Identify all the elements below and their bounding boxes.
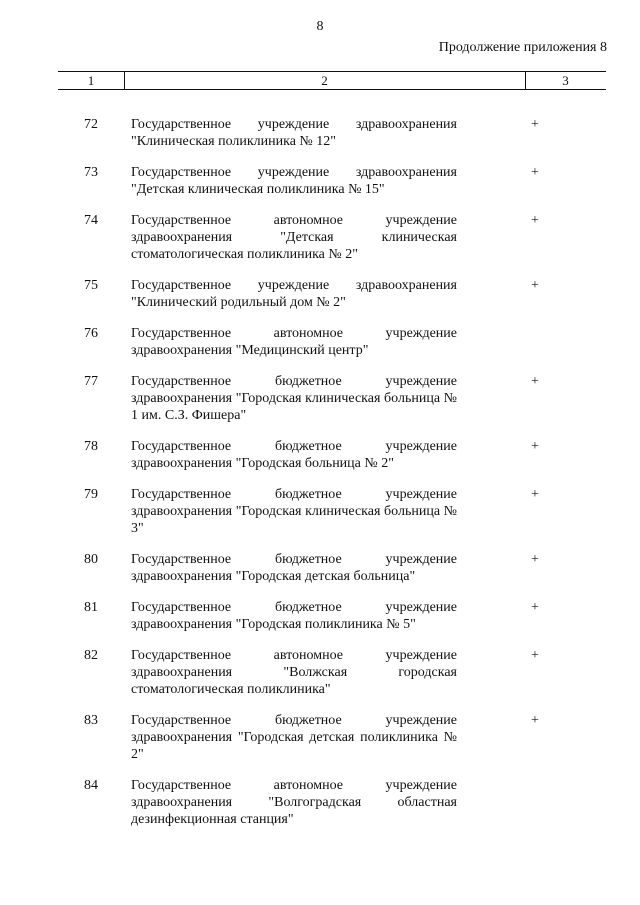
institution-name: Государственное автономное учреждение здравоохранения "Детская клиническая стоматологическая поликлиника № 2" bbox=[131, 213, 457, 262]
row-number: 74 bbox=[84, 213, 98, 228]
row-mark: + bbox=[531, 648, 539, 663]
row-number: 84 bbox=[84, 778, 98, 793]
row-number: 78 bbox=[84, 439, 98, 454]
row-number: 72 bbox=[84, 117, 98, 132]
row-number: 80 bbox=[84, 552, 98, 567]
institution-name: Государственное бюджетное учреждение здравоохранения "Городская больница № 2" bbox=[131, 439, 457, 471]
row-mark: + bbox=[531, 213, 539, 228]
row-number: 79 bbox=[84, 487, 98, 502]
institution-name: Государственное бюджетное учреждение здравоохранения "Городская детская больница" bbox=[131, 552, 457, 584]
row-number: 75 bbox=[84, 278, 98, 293]
row-mark: + bbox=[531, 600, 539, 615]
institution-name: Государственное бюджетное учреждение здравоохранения "Городская поликлиника № 5" bbox=[131, 600, 457, 632]
table-header bbox=[58, 71, 606, 90]
continuation-title: Продолжение приложения 8 bbox=[438, 40, 607, 55]
row-mark: + bbox=[531, 439, 539, 454]
row-number: 73 bbox=[84, 165, 98, 180]
institution-name: Государственное автономное учреждение здравоохранения "Волжская городская стоматологическая поликлиника" bbox=[131, 648, 457, 697]
row-number: 82 bbox=[84, 648, 98, 663]
institution-name: Государственное автономное учреждение здравоохранения "Волгоградская областная дезинфекционная станция" bbox=[131, 778, 457, 827]
row-mark: + bbox=[531, 165, 539, 180]
institution-name: Государственное учреждение здравоохранения "Клиническая поликлиника № 12" bbox=[131, 117, 457, 149]
institution-name: Государственное бюджетное учреждение здравоохранения "Городская детская поликлиника № 2" bbox=[131, 713, 457, 762]
header-col-3: 3 bbox=[562, 73, 569, 88]
row-number: 76 bbox=[84, 326, 98, 341]
institution-name: Государственное учреждение здравоохранения "Детская клиническая поликлиника № 15" bbox=[131, 165, 457, 197]
page-number: 8 bbox=[316, 19, 324, 34]
row-mark: + bbox=[531, 552, 539, 567]
row-mark: + bbox=[531, 374, 539, 389]
row-number: 81 bbox=[84, 600, 98, 615]
institution-name: Государственное бюджетное учреждение здравоохранения "Городская клиническая больница № 1 им. С.З. Фишера" bbox=[131, 374, 457, 423]
header-col-2: 2 bbox=[321, 73, 328, 88]
institution-name: Государственное бюджетное учреждение здравоохранения "Городская клиническая больница № 3" bbox=[131, 487, 457, 536]
row-number: 77 bbox=[84, 374, 98, 389]
row-mark: + bbox=[531, 713, 539, 728]
row-number: 83 bbox=[84, 713, 98, 728]
institution-name: Государственное учреждение здравоохранения "Клинический родильный дом № 2" bbox=[131, 278, 457, 310]
row-mark: + bbox=[531, 278, 539, 293]
institution-name: Государственное автономное учреждение здравоохранения "Медицинский центр" bbox=[131, 326, 457, 358]
row-mark: + bbox=[531, 487, 539, 502]
row-mark: + bbox=[531, 117, 539, 132]
header-col-1: 1 bbox=[87, 73, 95, 88]
